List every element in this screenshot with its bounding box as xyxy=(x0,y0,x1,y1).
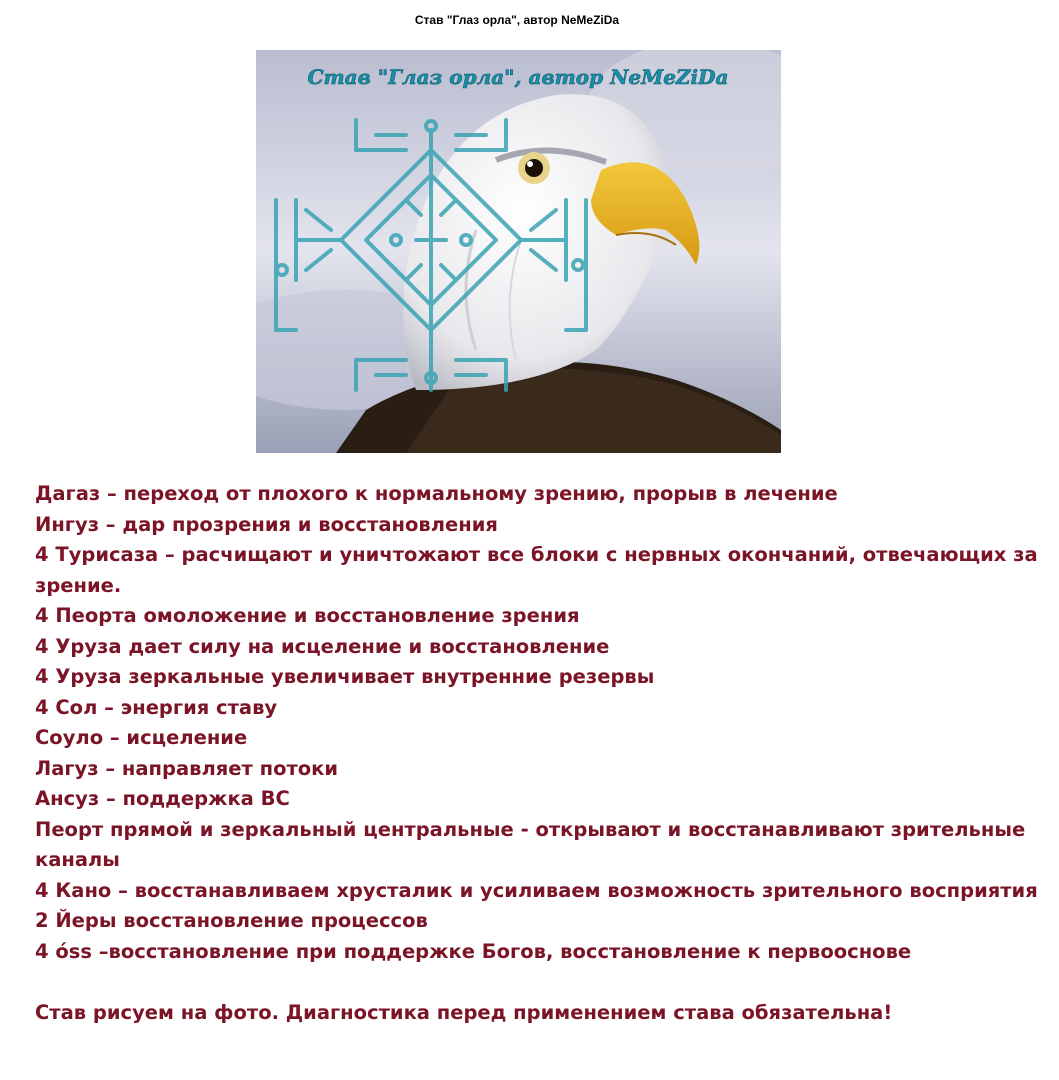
description-line: Ансуз – поддержка ВС xyxy=(35,787,290,810)
stav-description xyxy=(35,479,1045,1028)
description-line: 4 Сол – энергия ставу xyxy=(35,695,278,719)
description-line: Ингуз – дар прозрения и восстановления xyxy=(35,512,498,536)
spacer xyxy=(35,967,1045,998)
description-line: 4 óss –восстановление при поддержке Богов, восстановление к первооснове xyxy=(35,939,912,963)
description-line: Дагаз – переход от плохого к нормальному зрению, прорыв в лечение xyxy=(35,482,838,505)
eagle-stav-image xyxy=(256,50,781,453)
photo-caption: Став "Глаз орла", автор NeMeZiDa xyxy=(307,65,729,89)
description-line: Соуло – исцеление xyxy=(35,726,248,749)
footer-note: Став рисуем на фото. Диагностика перед применением става обязательна! xyxy=(35,1000,893,1024)
description-line: 4 Турисаза – расчищают и уничтожают все блоки с нервных окончаний, отвечающих за зрение. xyxy=(35,543,1038,597)
description-line: Пеорт прямой и зеркальный центральные - открывают и восстанавливают зрительные каналы xyxy=(35,817,1026,871)
description-line: 2 Йеры восстановление процессов xyxy=(35,909,428,932)
page-title: Став "Глаз орла", автор NeMeZiDa xyxy=(414,13,620,27)
description-line: 4 Уруза зеркальные увеличивает внутренние резервы xyxy=(35,665,655,688)
description-line: Лагуз – направляет потоки xyxy=(35,756,339,780)
description-line: 4 Уруза дает силу на исцеление и восстановление xyxy=(35,634,610,658)
description-line: 4 Пеорта омоложение и восстановление зрения xyxy=(35,604,580,627)
description-line: 4 Кано – восстанавливаем хрусталик и усиливаем возможность зрительного восприятия xyxy=(35,878,1038,902)
